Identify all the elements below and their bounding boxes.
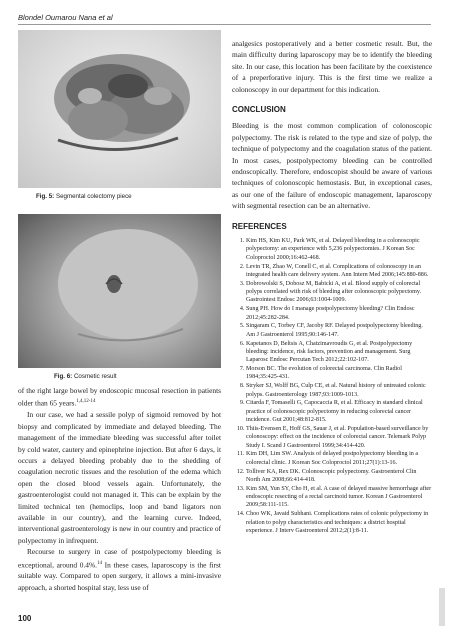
page-number: 100 <box>18 614 32 623</box>
segmental-colectomy-photo <box>18 30 221 188</box>
figure-5-caption: Fig. 5: Segmental colectomy piece <box>36 193 132 200</box>
reference-item: 5. Singaram C, Torbey CF, Jacoby RF. Delayed postpolypectomy bleeding. Am J Gastroenterol 1995;90:146-147. <box>246 322 432 339</box>
conclusion-heading: CONCLUSION <box>232 105 286 115</box>
references-heading: REFERENCES <box>232 221 287 231</box>
figure-6-caption: Fig. 6: Cosmetic result <box>54 373 117 380</box>
reference-list <box>232 237 432 535</box>
reference-item: 12. Tolliver KA, Rex DK. Colonoscopic polypectomy. Gastroenterol Clin North Am 2008;66:414-418. <box>246 468 432 485</box>
reference-item: 9. Citarda F, Tomaselli G, Capocaccia R, et al. Efficacy in standard clinical practice of colonoscopic polypectomy in reducing colorectal cancer incidence. Gut 2001;48:812-815. <box>246 399 432 424</box>
reference-item: 10. Thiis-Evensen E, Hoff GS, Sauar J, et al. Population-based surveillance by colonoscopy: effect on the incidence of colorectal cancer. Telemark Polyp Study I. Scand J Gastroenterol 1999;34:414-420. <box>246 425 432 450</box>
paragraph: analgesics postoperatively and a better cosmetic result. But, the main difficulty during laparoscopy may be to identify the bleeding site. In our case, this location has been facilitate by the coexistence of a preperforative injury. This is the first time we realize a colonoscopy in our department for this indication. <box>232 39 432 94</box>
reference-item: 13. Kim SM, Yun SY, Cho H, et al. A case of delayed massive hemorrhage after endoscopic resecting of a rectal carcinoid tumor. Korean J Gastroenterol 2009;58:111-115. <box>246 485 432 510</box>
reference-item: 4. Sung PH. How do I manage postpolypectomy bleeding? Clin Endosc 2012;45:282-284. <box>246 305 432 322</box>
running-header: Blondel Oumarou Nana et al <box>18 13 113 22</box>
reference-item: 14. Choo WK, Javaid Subhani. Complications rates of colonic polypectomy in relation to polyp characteristics and techniques: a district hospital experience. J Interv Gastroenterol 2012;2(1):8-11. <box>246 510 432 535</box>
reference-item: 7. Morson BC. The evolution of colorectal carcinoma. Clin Radiol 1984;35:425-431. <box>246 365 432 382</box>
conclusion-paragraph: Bleeding is the most common complication of colonoscopic polypectomy. The risk is related to the type and size of polyp, the technique of polypectomy and the coagulation status of the patient. In most cases, postpolypectomy bleeding can be controlled endoscopically. Therefore, endoscopist should be aware of various techniques of colonoscopic hemostasis. But, in exceptional cases, as our one of the failure of endoscopic management, laparoscopy with segmental resection can be an alternative. <box>232 121 432 211</box>
reference-item: 8. Stryker SJ, Wolff BG, Culp CE, et al. Natural history of untreated colonic polyps. Gastroenterology 1987;93:1009-1013. <box>246 382 432 399</box>
reference-item: 1. Kim HS, Kim KU, Park WK, et al. Delayed bleeding in a colonoscopic polypectomy: an experience with 5,236 polypectomies. J Korean Soc Coloproctol 2000;16:462-468. <box>246 237 432 262</box>
paragraph: In our case, we had a sessile polyp of sigmoid removed by hot biopsy and complicated by immediate and delayed bleeding. The management of the immediate bleeding was successful after toilet by cold water, cautery and epinephrine injection. But after 6 days, it occurs a delayed bleeding probably due to the shedding of coagulation necrotic tissues and the resolution of the edema which open the closed blood vessels again. Unfortunately, the gastroenterologist could not managed it. This can be explain by the limited technical ten (hemoclips, loop and band ligators non available in our country), and the learning curve. Indeed, interventional gastroenterology is new in our country and practice of polypectomy in infrequent. <box>18 410 221 545</box>
reference-item: 2. Levin TR, Zhao W, Conell C, et al. Complications of colonoscopy in an integrated health care delivery system. Ann Intern Med 2006;145:880-886. <box>246 263 432 280</box>
reference-item: 11. Kim DH, Lim SW. Analysis of delayed postpolypectomy bleeding in a colorectal clinic. J Korean Soc Coloproctol 2011;27(1):13-16. <box>246 450 432 467</box>
right-text-column <box>232 38 432 536</box>
header-divider <box>18 24 431 25</box>
paragraph: of the right large bowel by endoscopic mucosal resection in patients older than 65 years.$^{1,4,12-14}$ <box>18 386 221 408</box>
reference-item: 3. Dobrowolski S, Dobosz M, Babicki A, et al. Blood supply of colorectal polyps correlated with risk of bleeding after colonoscopic polypectomy. Gastrointest Endosc 2006;63:1004-1009. <box>246 280 432 305</box>
reference-item: 6. Kapetanos D, Beltsis A, Chatzimavroudis G, et al. Postpolypectomy bleeding: incidence, risk factors, prevention and management. Surg Laparosc Endosc Percutan Tech 2012;22:102-107. <box>246 340 432 365</box>
cosmetic-result-photo <box>18 214 221 368</box>
journal-logo <box>438 588 446 626</box>
left-text-column <box>18 385 221 593</box>
paragraph: Recourse to surgery in case of postpolypectomy bleeding is exceptional, around 0.4%.$^{14}$ In these cases, laparoscopy is the first suitable way. Compared to open surgery, it allows a mini-invasive approach, a shorted hospital stay, less use of <box>18 547 221 592</box>
